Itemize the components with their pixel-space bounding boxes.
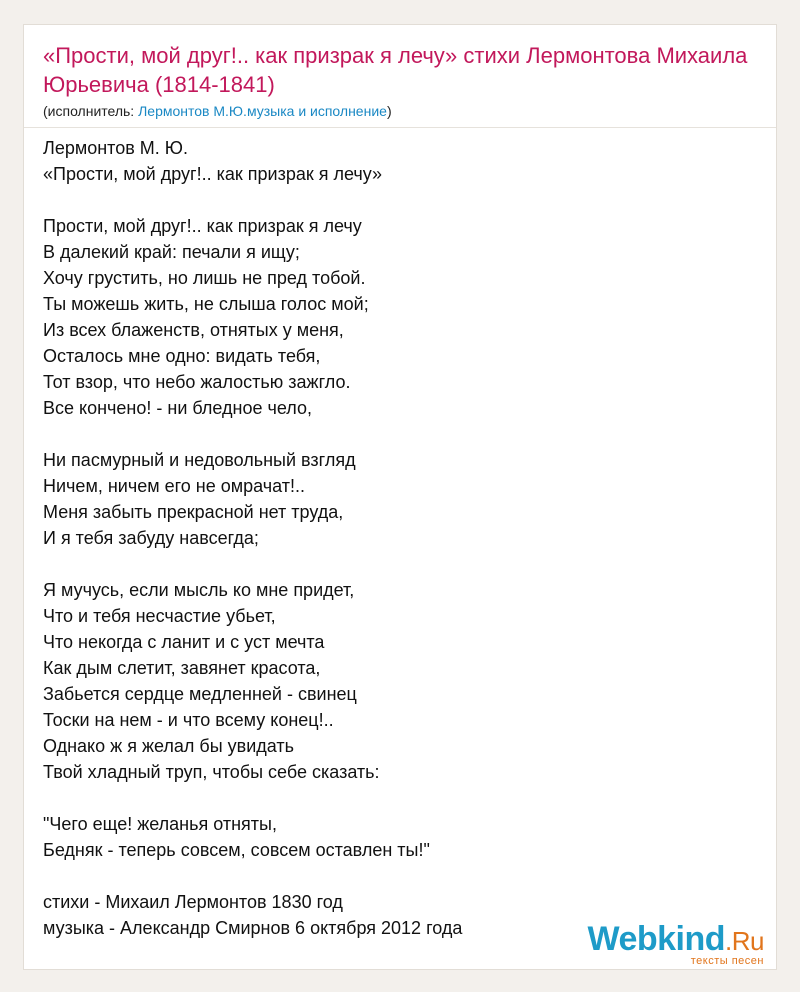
stanza-break: [43, 863, 766, 889]
stanza-break: [43, 187, 766, 213]
header-divider: [24, 127, 776, 128]
page-title: «Прости, мой друг!.. как призрак я лечу» стихи Лермонтова Михаила Юрьевича (1814-1841): [43, 43, 748, 97]
lyric-line: Тот взор, что небо жалостью зажгло.: [43, 372, 351, 392]
stanza-break: [43, 785, 766, 811]
webkind-logo[interactable]: [587, 921, 764, 967]
lyric-line: Что некогда с ланит и с уст мечта: [43, 632, 325, 652]
lyric-line: Я мучусь, если мысль ко мне придет,: [43, 580, 355, 600]
lyric-line: Меня забыть прекрасной нет труда,: [43, 502, 344, 522]
stanza-break: [43, 421, 766, 447]
lyric-line: Ты можешь жить, не слыша голос мой;: [43, 294, 369, 314]
lyric-line: Ничем, ничем его не омрачат!..: [43, 476, 305, 496]
lyrics-card: [23, 24, 777, 970]
lyric-line: Осталось мне одно: видать тебя,: [43, 346, 321, 366]
lyric-line: Бедняк - теперь совсем, совсем оставлен ты!": [43, 840, 430, 860]
lyric-line: музыка - Александр Смирнов 6 октября 2012 года: [43, 918, 463, 938]
lyric-line: Тоски на нем - и что всему конец!..: [43, 710, 334, 730]
lyric-line: Ни пасмурный и недовольный взгляд: [43, 450, 356, 470]
lyric-line: И я тебя забуду навсегда;: [43, 528, 259, 548]
lyric-line: Из всех блаженств, отнятых у меня,: [43, 320, 344, 340]
lyric-line: стихи - Михаил Лермонтов 1830 год: [43, 892, 343, 912]
lyric-line: "Чего еще! желанья отняты,: [43, 814, 277, 834]
logo-main-text: Webkind: [587, 920, 726, 958]
lyric-line: Что и тебя несчастие убьет,: [43, 606, 276, 626]
performer-link[interactable]: Лермонтов М.Ю.музыка и исполнение: [138, 103, 387, 119]
lyric-line: Все кончено! - ни бледное чело,: [43, 398, 312, 418]
lyric-line: Прости, мой друг!.. как призрак я лечу: [43, 216, 362, 236]
lyric-line: Как дым слетит, завянет красота,: [43, 658, 321, 678]
stanza-break: [43, 551, 766, 577]
lyric-line: В далекий край: печали я ищу;: [43, 242, 300, 262]
performer-line: [43, 103, 766, 120]
performer-prefix: (исполнитель:: [43, 103, 139, 119]
lyric-line: Хочу грустить, но лишь не пред тобой.: [43, 268, 366, 288]
lyric-line: Забьется сердце медленней - свинец: [43, 684, 357, 704]
logo-wordmark: [587, 921, 764, 959]
logo-tagline: тексты песен: [690, 955, 764, 967]
page-header: [43, 41, 766, 120]
lyrics-text: [43, 135, 766, 941]
performer-suffix: ): [386, 103, 392, 119]
lyric-line: Лермонтов М. Ю.: [43, 138, 188, 158]
logo-tld: .Ru: [725, 926, 764, 956]
lyric-line: Твой хладный труп, чтобы себе сказать:: [43, 762, 380, 782]
lyric-line: «Прости, мой друг!.. как призрак я лечу»: [43, 164, 382, 184]
lyric-line: Однако ж я желал бы увидать: [43, 736, 295, 756]
